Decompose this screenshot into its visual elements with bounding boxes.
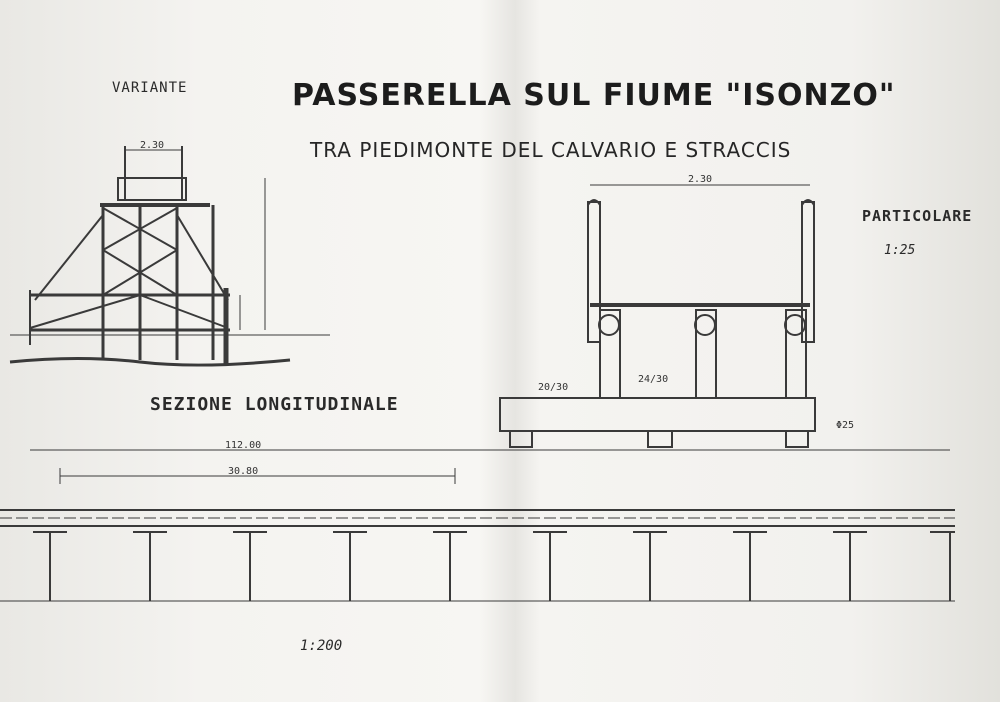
span-dimension: 30.80	[228, 466, 259, 477]
beam-dimension-1: 20/30	[538, 382, 569, 393]
drawing-title: PASSERELLA SUL FIUME "ISONZO"	[292, 78, 896, 113]
section-label: SEZIONE LONGITUDINALE	[150, 394, 399, 415]
detail-cross-section-drawing	[500, 185, 815, 447]
beam-dimension-2: 24/30	[638, 374, 669, 385]
variant-width-dimension: 2.30	[140, 140, 165, 151]
variant-label: VARIANTE	[112, 80, 188, 96]
detail-scale: 1:25	[884, 243, 916, 258]
drawing-subtitle: TRA PIEDIMONTE DEL CALVARIO E STRACCIS	[310, 138, 792, 162]
detail-width-dimension: 2.30	[688, 174, 713, 185]
total-length-dimension: 112.00	[225, 440, 262, 451]
pile-diameter-dimension: Φ25	[836, 420, 855, 431]
detail-label: PARTICOLARE	[862, 207, 973, 225]
longitudinal-section-drawing	[0, 450, 955, 601]
section-scale: 1:200	[300, 638, 343, 654]
variant-trestle-drawing	[10, 146, 330, 365]
